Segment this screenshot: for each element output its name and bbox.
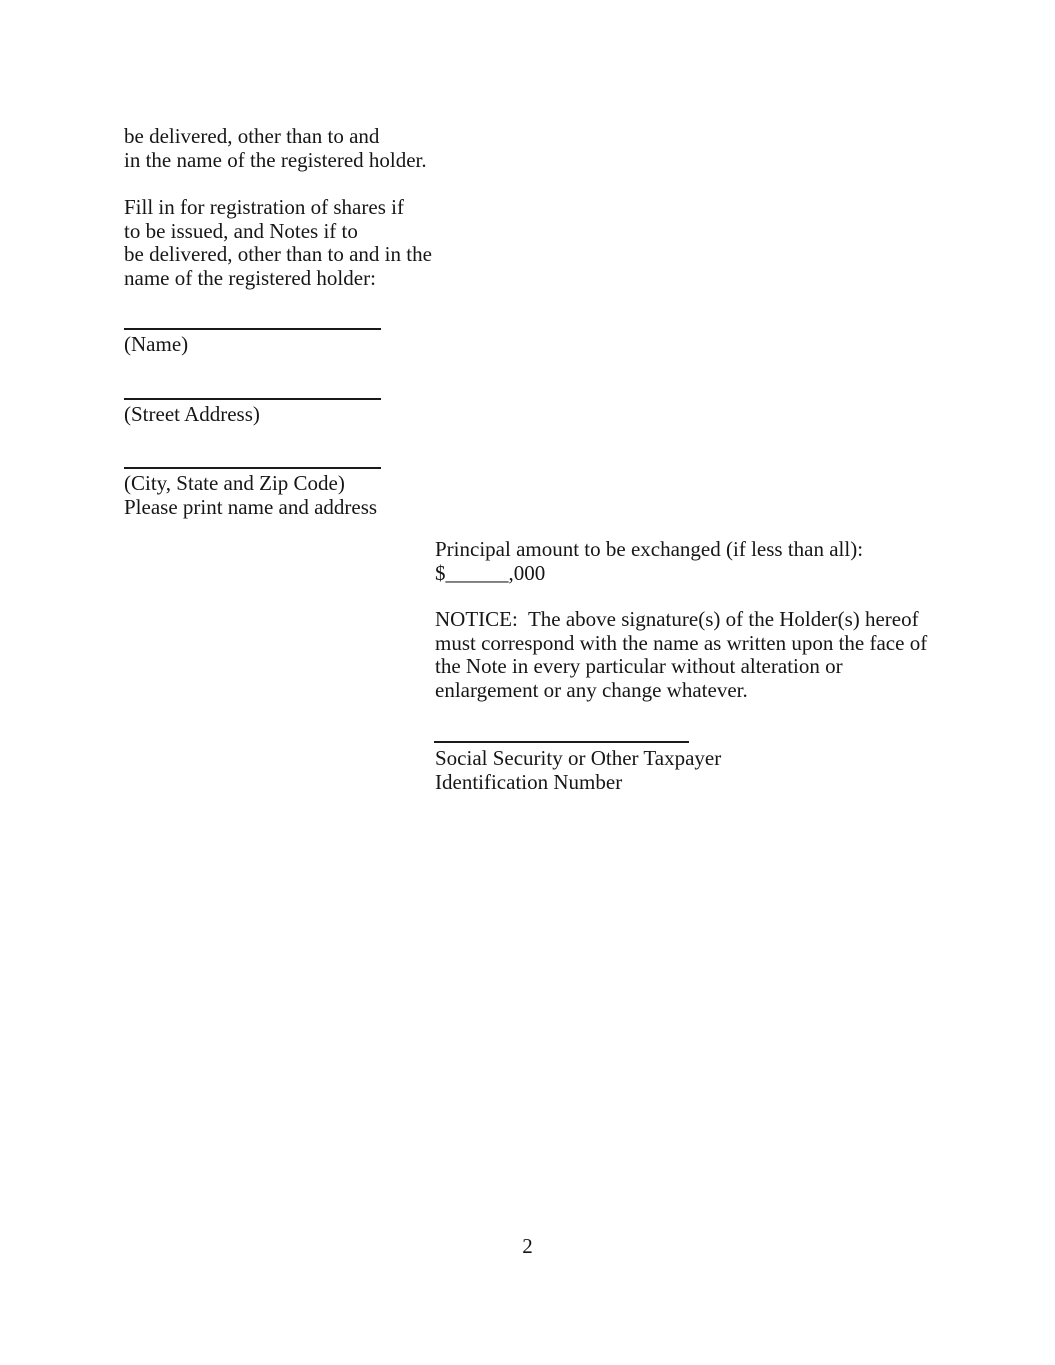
principal-amount-paragraph (435, 538, 863, 585)
city-state-zip-blank-line (124, 467, 381, 469)
name-field-label (124, 333, 188, 357)
principal-amount-blank: $______,000 (435, 560, 546, 585)
text-line: Social Security or Other Taxpayer (435, 746, 722, 770)
page-number-container (0, 1234, 1055, 1258)
field-label: (Street Address) (124, 402, 260, 426)
text-line: to be issued, and Notes if to (124, 218, 358, 243)
field-label: (Name) (124, 332, 189, 356)
text-line: Fill in for registration of shares if (124, 195, 404, 219)
text-line: Identification Number (435, 769, 623, 794)
field-note: Please print name and address (124, 494, 378, 519)
page-number: 2 (522, 1234, 533, 1258)
city-state-zip-field-label (124, 472, 377, 519)
notice-paragraph (435, 608, 927, 702)
text-line: be delivered, other than to and in the (124, 242, 432, 266)
text-line: be delivered, other than to and (124, 124, 380, 148)
text-line: the Note in every particular without alteration or (435, 654, 843, 678)
text-line: Principal amount to be exchanged (if less than all): (435, 537, 864, 561)
taxpayer-id-blank-line (434, 741, 689, 743)
text-line: in the name of the registered holder. (124, 147, 427, 172)
intro-paragraph-1 (124, 125, 427, 172)
field-label: (City, State and Zip Code) (124, 471, 345, 495)
text-line: name of the registered holder: (124, 265, 376, 290)
text-line: enlargement or any change whatever. (435, 677, 748, 702)
intro-paragraph-2 (124, 196, 432, 290)
text-line: NOTICE: The above signature(s) of the Holder(s) hereof (435, 607, 919, 631)
name-blank-line (124, 328, 381, 330)
taxpayer-id-label (435, 747, 721, 794)
text-line: must correspond with the name as written upon the face of (435, 630, 928, 655)
street-address-blank-line (124, 398, 381, 400)
street-address-field-label (124, 403, 260, 427)
